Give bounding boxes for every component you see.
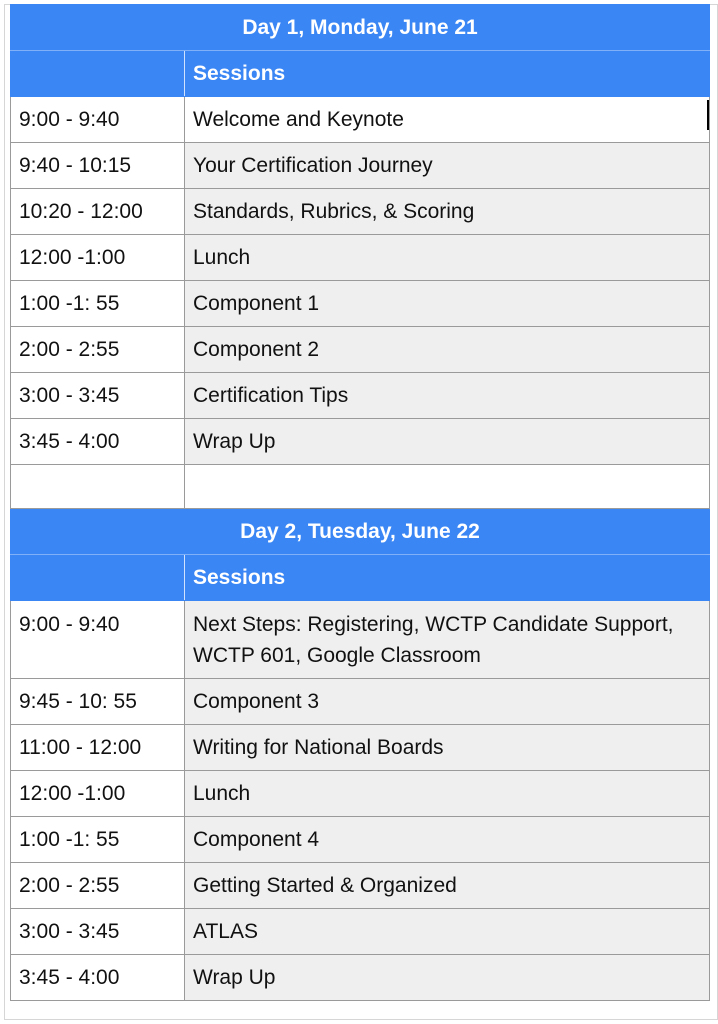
session-cell[interactable]: Component 3: [185, 679, 710, 725]
session-cell[interactable]: Standards, Rubrics, & Scoring: [185, 189, 710, 235]
time-cell[interactable]: 10:20 - 12:00: [11, 189, 185, 235]
table-row: [11, 97, 710, 143]
table-row: [11, 817, 710, 863]
day-2-header: [11, 509, 710, 555]
time-cell[interactable]: 9:45 - 10: 55: [11, 679, 185, 725]
session-cell[interactable]: Certification Tips: [185, 373, 710, 419]
day-2-title: Day 2, Tuesday, June 22: [11, 509, 710, 555]
day-2-sessions-header: [11, 555, 710, 601]
time-cell[interactable]: 3:00 - 3:45: [11, 373, 185, 419]
session-cell[interactable]: Writing for National Boards: [185, 725, 710, 771]
table-row: [11, 601, 710, 679]
table-row: [11, 863, 710, 909]
time-cell[interactable]: 1:00 -1: 55: [11, 281, 185, 327]
session-cell[interactable]: Wrap Up: [185, 955, 710, 1001]
table-row: [11, 419, 710, 465]
table-row: [11, 771, 710, 817]
time-header-cell: [11, 555, 185, 601]
time-cell[interactable]: 9:40 - 10:15: [11, 143, 185, 189]
text-cursor: [707, 100, 709, 130]
table-row: [11, 955, 710, 1001]
spacer-row: [11, 465, 710, 509]
table-row: [11, 725, 710, 771]
table-row: [11, 679, 710, 725]
session-cell[interactable]: Component 1: [185, 281, 710, 327]
session-cell[interactable]: Component 4: [185, 817, 710, 863]
table-row: [11, 281, 710, 327]
time-cell[interactable]: 9:00 - 9:40: [11, 97, 185, 143]
sessions-header-cell: Sessions: [185, 51, 710, 97]
time-cell[interactable]: 12:00 -1:00: [11, 235, 185, 281]
table-row: [11, 189, 710, 235]
day-1-sessions-header: [11, 51, 710, 97]
session-cell[interactable]: Getting Started & Organized: [185, 863, 710, 909]
day-1-header: [11, 5, 710, 51]
session-cell[interactable]: Welcome and Keynote: [185, 97, 710, 143]
time-cell[interactable]: 1:00 -1: 55: [11, 817, 185, 863]
table-row: [11, 327, 710, 373]
day-1-title: Day 1, Monday, June 21: [11, 5, 710, 51]
sessions-header-cell: Sessions: [185, 555, 710, 601]
time-cell[interactable]: 3:45 - 4:00: [11, 419, 185, 465]
time-cell[interactable]: 3:00 - 3:45: [11, 909, 185, 955]
session-cell[interactable]: Your Certification Journey: [185, 143, 710, 189]
time-cell[interactable]: 3:45 - 4:00: [11, 955, 185, 1001]
time-header-cell: [11, 51, 185, 97]
table-row: [11, 143, 710, 189]
time-cell[interactable]: 9:00 - 9:40: [11, 601, 185, 679]
table-row: [11, 373, 710, 419]
session-cell[interactable]: Lunch: [185, 771, 710, 817]
time-cell[interactable]: 2:00 - 2:55: [11, 327, 185, 373]
time-cell[interactable]: 11:00 - 12:00: [11, 725, 185, 771]
session-cell[interactable]: Next Steps: Registering, WCTP Candidate Support, WCTP 601, Google Classroom: [185, 601, 710, 679]
time-cell[interactable]: 2:00 - 2:55: [11, 863, 185, 909]
empty-cell[interactable]: [11, 465, 185, 509]
session-cell[interactable]: Wrap Up: [185, 419, 710, 465]
table-row: [11, 235, 710, 281]
table-row: [11, 909, 710, 955]
empty-cell[interactable]: [185, 465, 710, 509]
schedule-table: [10, 4, 710, 1001]
session-cell[interactable]: Component 2: [185, 327, 710, 373]
session-cell[interactable]: ATLAS: [185, 909, 710, 955]
session-cell[interactable]: Lunch: [185, 235, 710, 281]
time-cell[interactable]: 12:00 -1:00: [11, 771, 185, 817]
